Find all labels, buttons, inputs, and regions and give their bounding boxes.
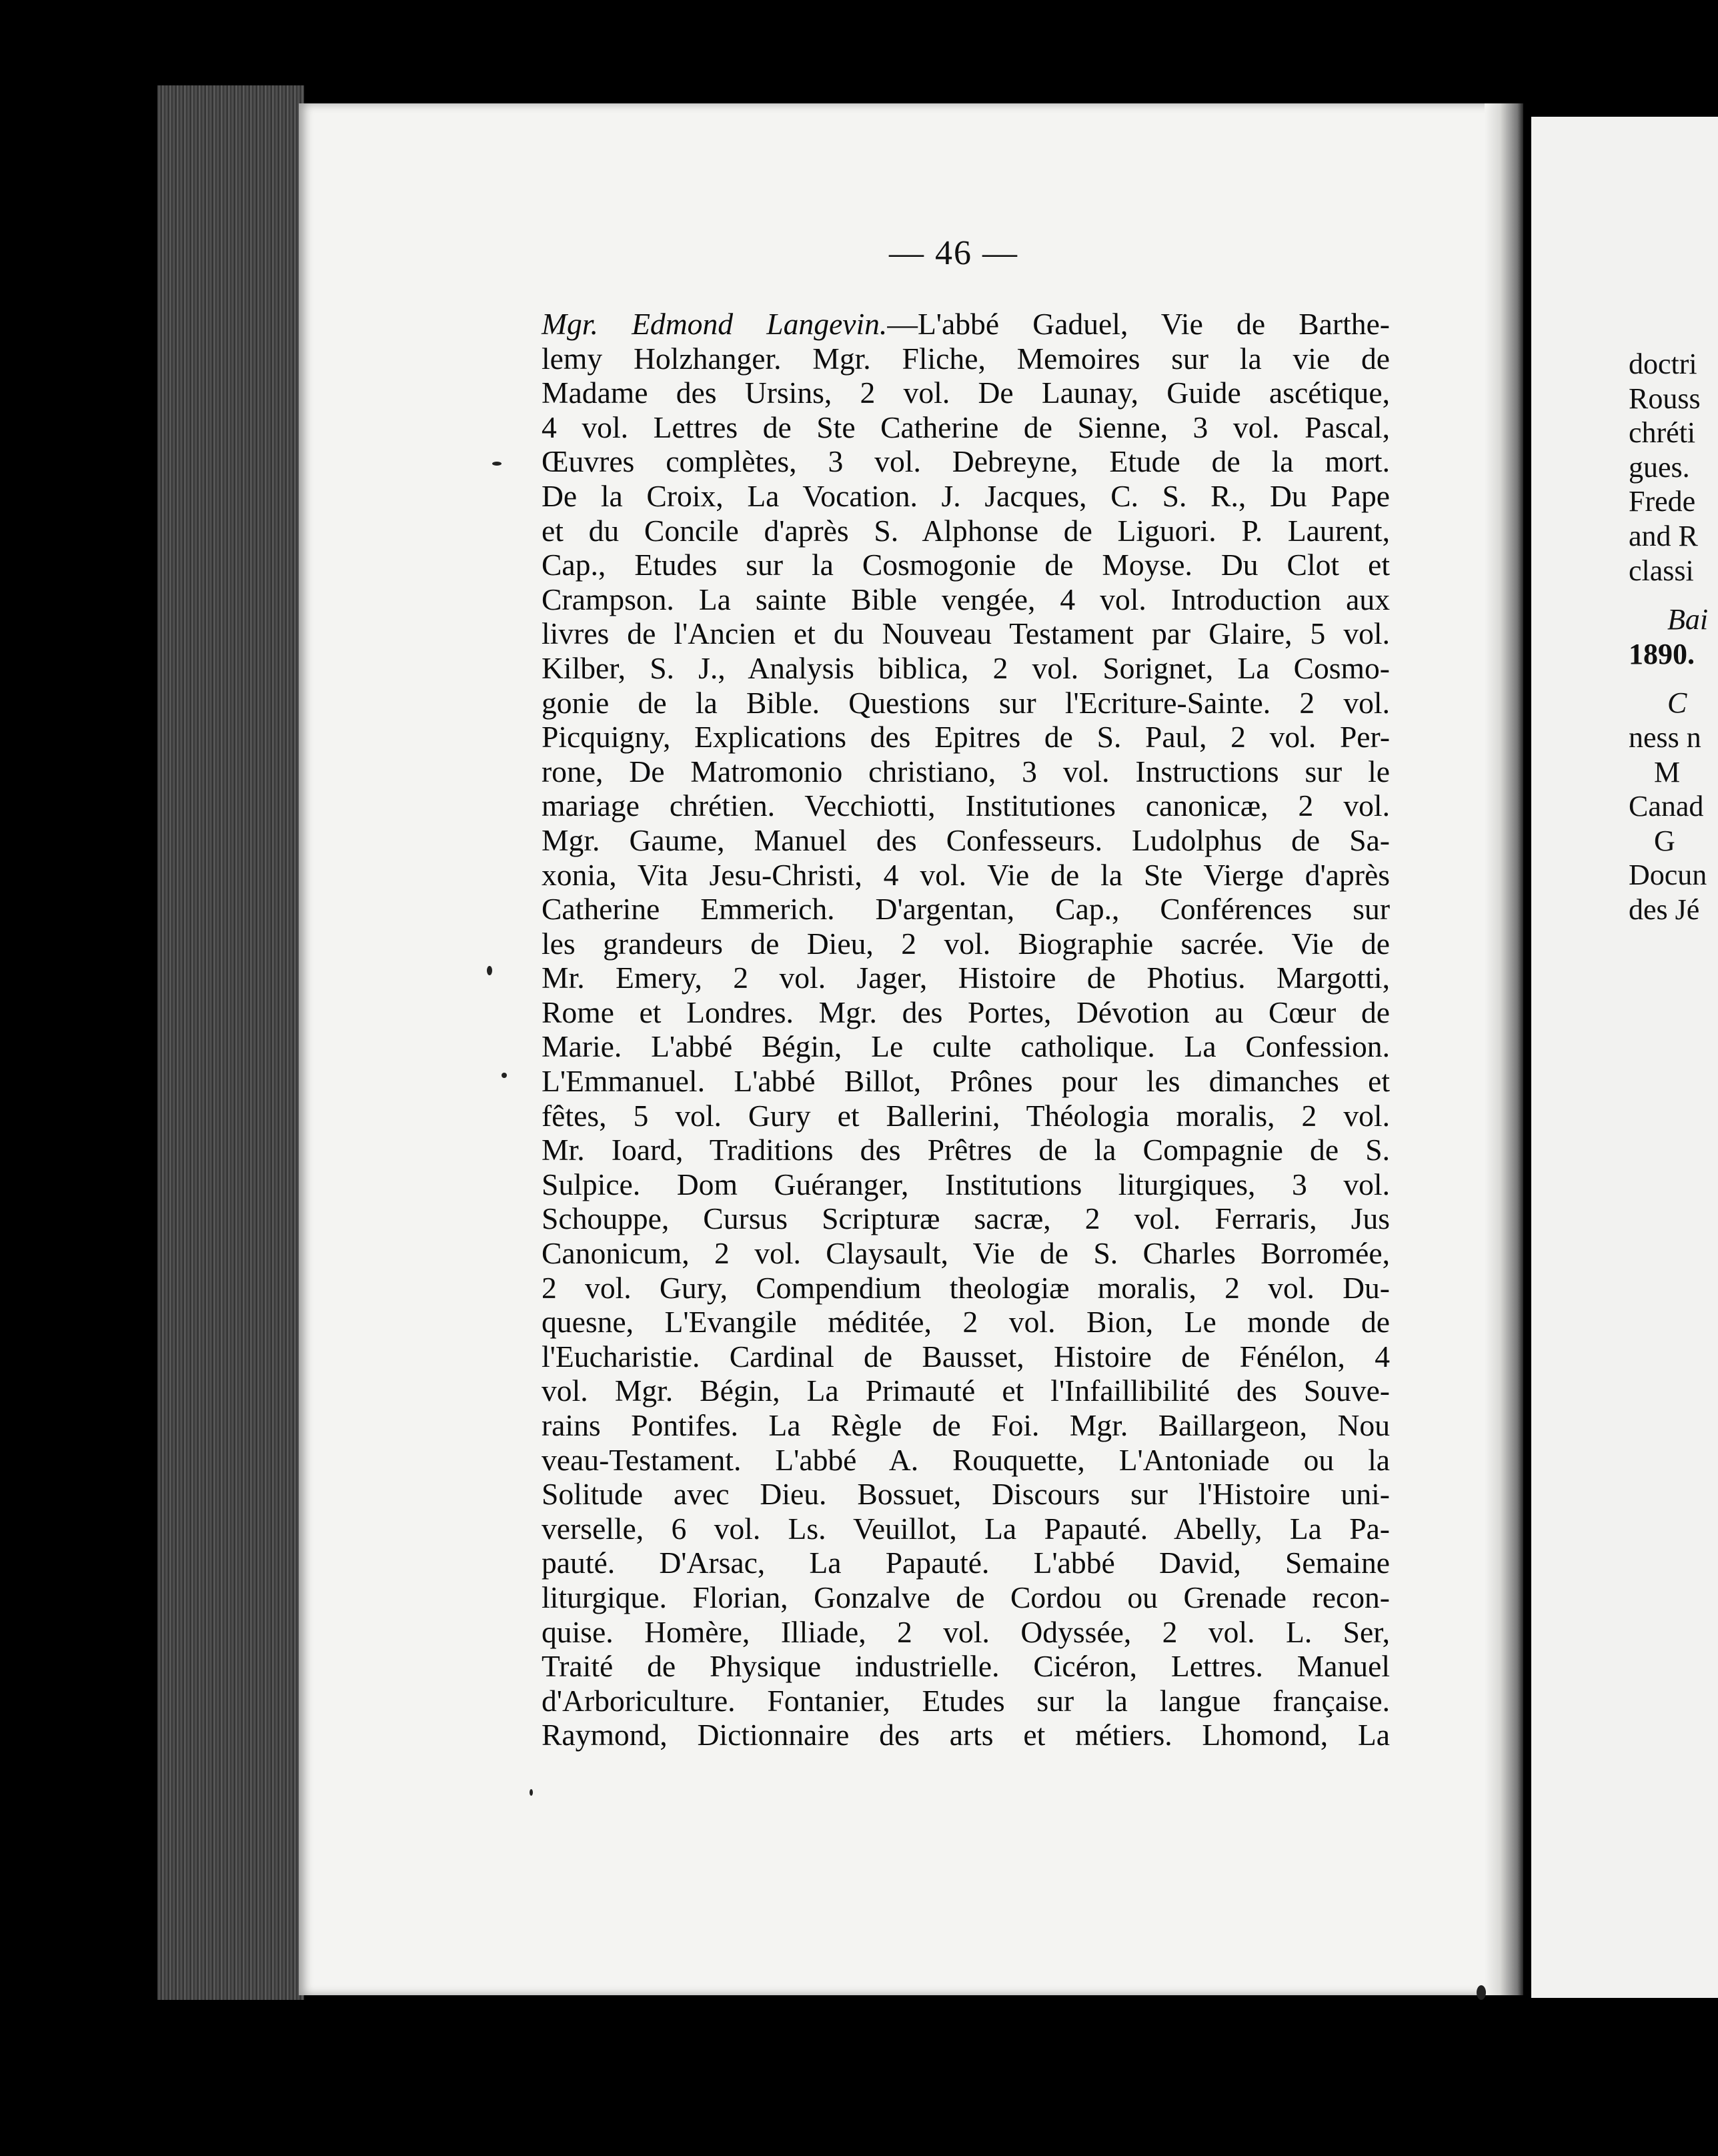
right-page-text [1629,347,1718,927]
text-line: vol. Mgr. Bégin, La Primauté et l'Infaillibilité des Souve- [542,1374,1390,1408]
right-text-fragment: Canad [1629,790,1704,823]
right-text-fragment: Frede [1629,485,1696,518]
text-line: l'Eucharistie. Cardinal de Bausset, Histoire de Fénélon, 4 [542,1339,1390,1374]
text-line: xonia, Vita Jesu-Christi, 4 vol. Vie de la Ste Vierge d'après [542,857,1390,892]
right-text-fragment: chréti [1629,416,1696,450]
right-text-fragment: Docun [1629,859,1707,892]
ink-speck [1477,1985,1486,2000]
text-line: liturgique. Florian, Gonzalve de Cordou ou Grenade recon- [542,1580,1390,1614]
right-text-fragment: des Jé [1629,893,1700,926]
text-line: Mr. Ioard, Traditions des Prêtres de la Compagnie de S. [542,1133,1390,1167]
text-line: Picquigny, Explications des Epitres de S. Paul, 2 vol. Per- [542,720,1390,754]
text-line: Rome et Londres. Mgr. des Portes, Dévotion au Cœur de [542,995,1390,1029]
text-line: Œuvres complètes, 3 vol. Debreyne, Etude de la mort. [542,444,1390,479]
book-page-edges [157,85,304,2000]
right-text-fragment: M [1654,755,1681,788]
text-line: gonie de la Bible. Questions sur l'Ecriture-Sainte. 2 vol. [542,685,1390,720]
text-line: De la Croix, La Vocation. J. Jacques, C. S. R., Du Pape [542,478,1390,513]
text-line: Mgr. Gaume, Manuel des Confesseurs. Ludolphus de Sa- [542,823,1390,857]
text-line: quesne, L'Evangile méditée, 2 vol. Bion, Le monde de [542,1305,1390,1339]
ink-speck [530,1789,533,1796]
text-line: verselle, 6 vol. Ls. Veuillot, La Papauté. Abelly, La Pa- [542,1511,1390,1546]
text-line: Solitude avec Dieu. Bossuet, Discours sur l'Histoire uni- [542,1477,1390,1512]
text-line: Schouppe, Cursus Scripturæ sacræ, 2 vol. Ferraris, Jus [542,1201,1390,1236]
right-text-fragment: gues. [1629,450,1690,484]
text-line: Traité de Physique industrielle. Cicéron, Lettres. Manuel [542,1649,1390,1684]
text-line: Mr. Emery, 2 vol. Jager, Histoire de Photius. Margotti, [542,961,1390,995]
right-text-fragment: C [1667,686,1687,720]
text-line: Catherine Emmerich. D'argentan, Cap., Conférences sur [542,892,1390,927]
text-line: Mgr. Edmond Langevin.—L'abbé Gaduel, Vie de Barthe- [542,307,1390,341]
body-text [542,307,1390,1752]
text-line: d'Arboriculture. Fontanier, Etudes sur la langue française. [542,1683,1390,1718]
text-line: 2 vol. Gury, Compendium theologiæ moralis, 2 vol. Du- [542,1270,1390,1305]
ink-speck [487,966,492,975]
text-line: Raymond, Dictionnaire des arts et métiers. Lhomond, La [542,1718,1390,1752]
right-text-fragment: doctri [1629,348,1697,380]
text-line: veau-Testament. L'abbé A. Rouquette, L'Antoniade ou la [542,1442,1390,1477]
text-line: quise. Homère, Illiade, 2 vol. Odyssée, 2 vol. L. Ser, [542,1614,1390,1649]
text-line: Marie. L'abbé Bégin, Le culte catholique. La Confession. [542,1029,1390,1064]
text-line: lemy Holzhanger. Mgr. Fliche, Memoires sur la vie de [542,341,1390,376]
text-line: Cap., Etudes sur la Cosmogonie de Moyse. Du Clot et [542,548,1390,582]
text-line: Kilber, S. J., Analysis biblica, 2 vol. Sorignet, La Cosmo- [542,650,1390,685]
text-line: et du Concile d'après S. Alphonse de Liguori. P. Laurent, [542,513,1390,548]
text-line: Canonicum, 2 vol. Claysault, Vie de S. Charles Borromée, [542,1236,1390,1271]
right-text-fragment: and R [1629,519,1698,552]
page-number: — 46 — [889,234,1018,272]
right-text-fragment: ness n [1629,720,1701,754]
text-line: rone, De Matromonio christiano, 3 vol. Instructions sur le [542,754,1390,788]
right-text-fragment: Bai [1667,603,1709,636]
text-line: L'Emmanuel. L'abbé Billot, Prônes pour les dimanches et [542,1064,1390,1099]
text-line: pauté. D'Arsac, La Papauté. L'abbé David, Semaine [542,1546,1390,1580]
right-text-fragment: Rouss [1629,382,1701,415]
author-heading: Mgr. Edmond Langevin. [542,307,888,341]
ink-speck [492,462,502,466]
text-line: Sulpice. Dom Guéranger, Institutions liturgiques, 3 vol. [542,1167,1390,1201]
text-line: Madame des Ursins, 2 vol. De Launay, Guide ascétique, [542,376,1390,410]
text-line: rains Pontifes. La Règle de Foi. Mgr. Baillargeon, Nou [542,1408,1390,1442]
text-line: fêtes, 5 vol. Gury et Ballerini, Théologia moralis, 2 vol. [542,1098,1390,1133]
right-text-fragment: G [1654,824,1675,857]
text-line: livres de l'Ancien et du Nouveau Testament par Glaire, 5 vol. [542,616,1390,651]
text-line: les grandeurs de Dieu, 2 vol. Biographie sacrée. Vie de [542,926,1390,961]
book-gutter [1485,103,1523,1995]
text-line: mariage chrétien. Vecchiotti, Institutiones canonicæ, 2 vol. [542,788,1390,823]
right-text-fragment: 1890. [1629,637,1695,670]
text-line: Crampson. La sainte Bible vengée, 4 vol. Introduction aux [542,582,1390,616]
right-text-fragment: classi [1629,554,1694,587]
text-line: 4 vol. Lettres de Ste Catherine de Sienne, 3 vol. Pascal, [542,410,1390,444]
ink-speck [502,1073,507,1078]
